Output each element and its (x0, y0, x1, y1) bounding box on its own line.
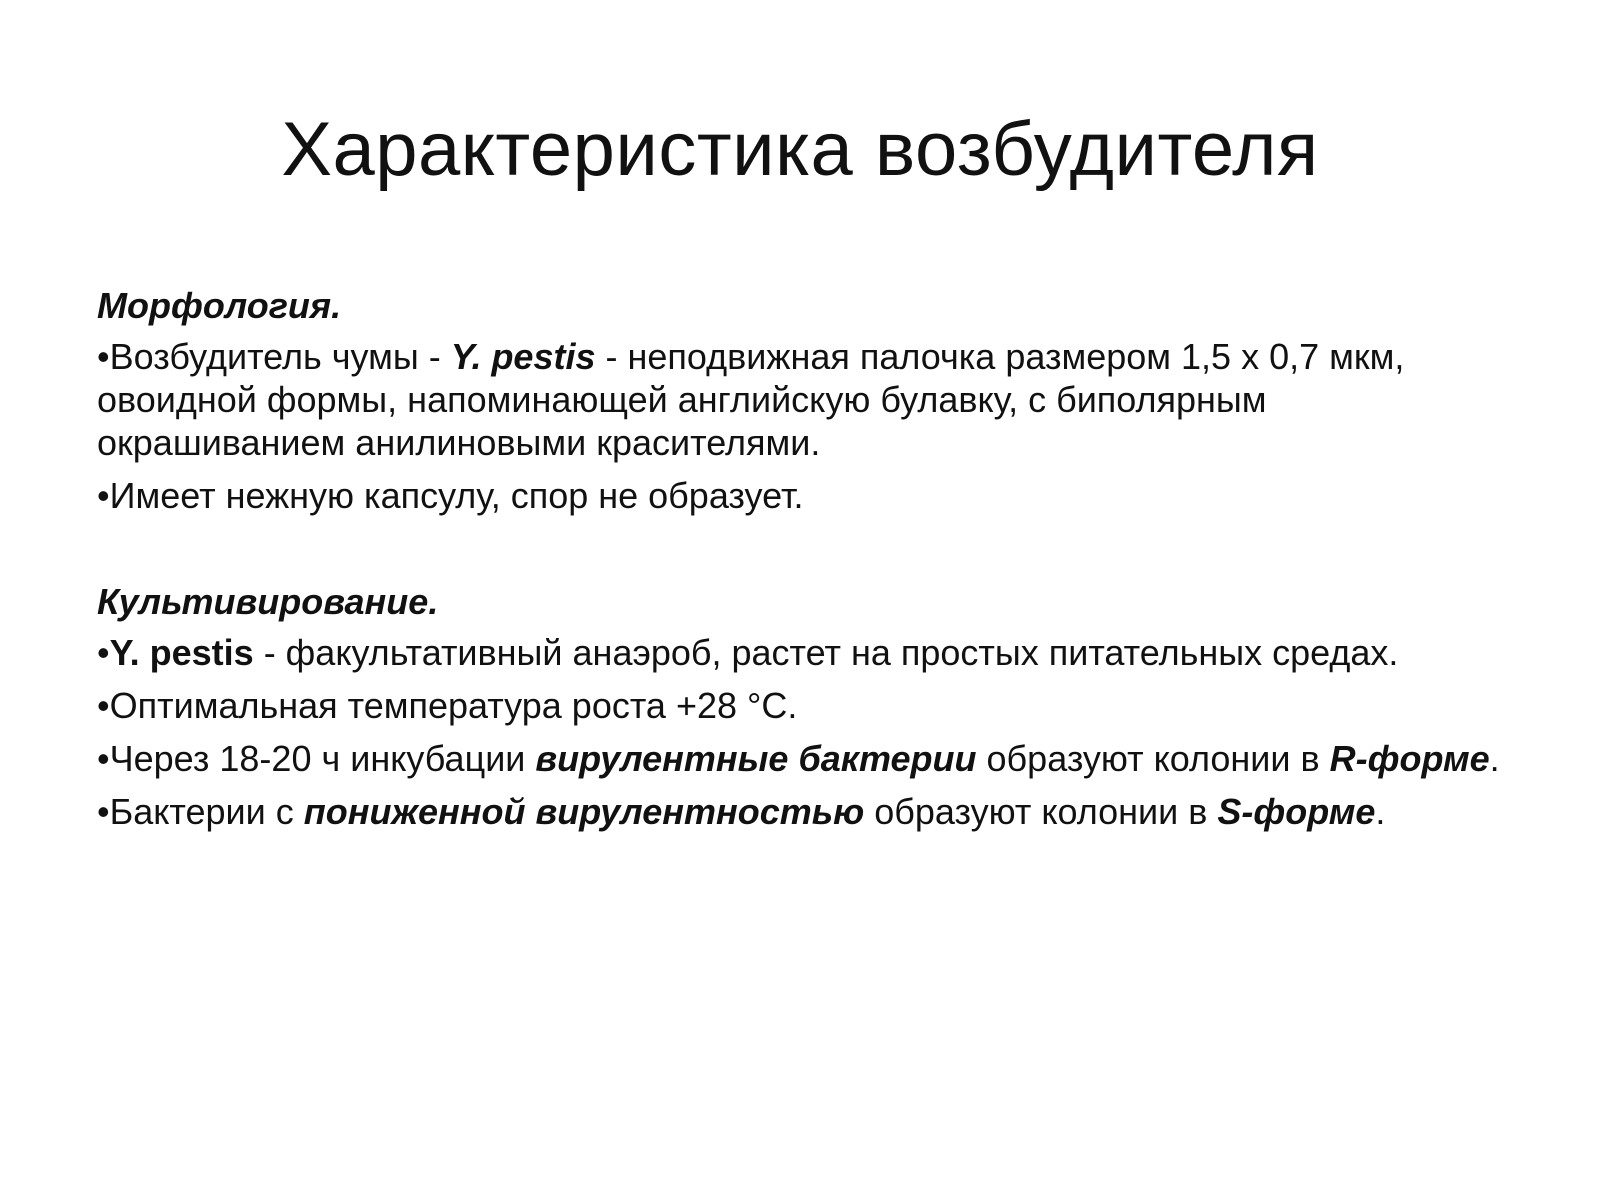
bullet-text: Возбудитель чумы - (109, 336, 451, 377)
bullet-text: . (1489, 738, 1500, 779)
bullet-text: . (1375, 791, 1386, 832)
slide-content (97, 284, 1517, 843)
bullet-marker: • (97, 632, 110, 673)
bullet-item (97, 737, 1517, 780)
slide-title: Характеристика возбудителя (281, 107, 1319, 192)
bullet-text: Через 18-20 ч инкубации (109, 738, 536, 779)
bullet-text: образуют колонии в (976, 738, 1330, 779)
section-heading-cultivation: Культивирование. (97, 581, 439, 622)
bullet-text: образуют колонии в (864, 791, 1218, 832)
bullet-item (97, 335, 1517, 464)
bullet-text: Бактерии с (109, 791, 304, 832)
bullet-item (97, 474, 1517, 517)
section-cultivation (97, 580, 1517, 833)
section-spacer (97, 527, 1517, 580)
emphasis-term: R-форме (1329, 738, 1490, 779)
bullet-marker: • (97, 791, 110, 832)
emphasis-term: вирулентные бактерии (535, 738, 977, 779)
section-morphology (97, 284, 1517, 517)
bullet-text: Оптимальная температура роста +28 °С. (109, 685, 798, 726)
bullet-text: - факультативный анаэроб, растет на простых питательных средах. (253, 632, 1399, 673)
bullet-marker: • (97, 738, 110, 779)
bullet-text: Имеет нежную капсулу, спор не образует. (109, 475, 804, 516)
emphasis-term: пониженной вирулентностью (303, 791, 865, 832)
section-heading-morphology: Морфология. (97, 285, 342, 326)
bullet-marker: • (97, 336, 110, 377)
species-name: Y. pestis (450, 336, 596, 377)
bullet-text: - неподвижная палочка размером 1,5 х 0,7 мкм, овоидной формы, напоминающей английскую булавку, с биполярным окрашиванием анилиновыми красителями. (97, 336, 1405, 463)
species-name: Y. pestis (109, 632, 254, 673)
emphasis-term: S-форме (1217, 791, 1376, 832)
bullet-item (97, 631, 1517, 674)
bullet-item (97, 790, 1517, 833)
bullet-marker: • (97, 685, 110, 726)
bullet-item (97, 684, 1517, 727)
bullet-marker: • (97, 475, 110, 516)
